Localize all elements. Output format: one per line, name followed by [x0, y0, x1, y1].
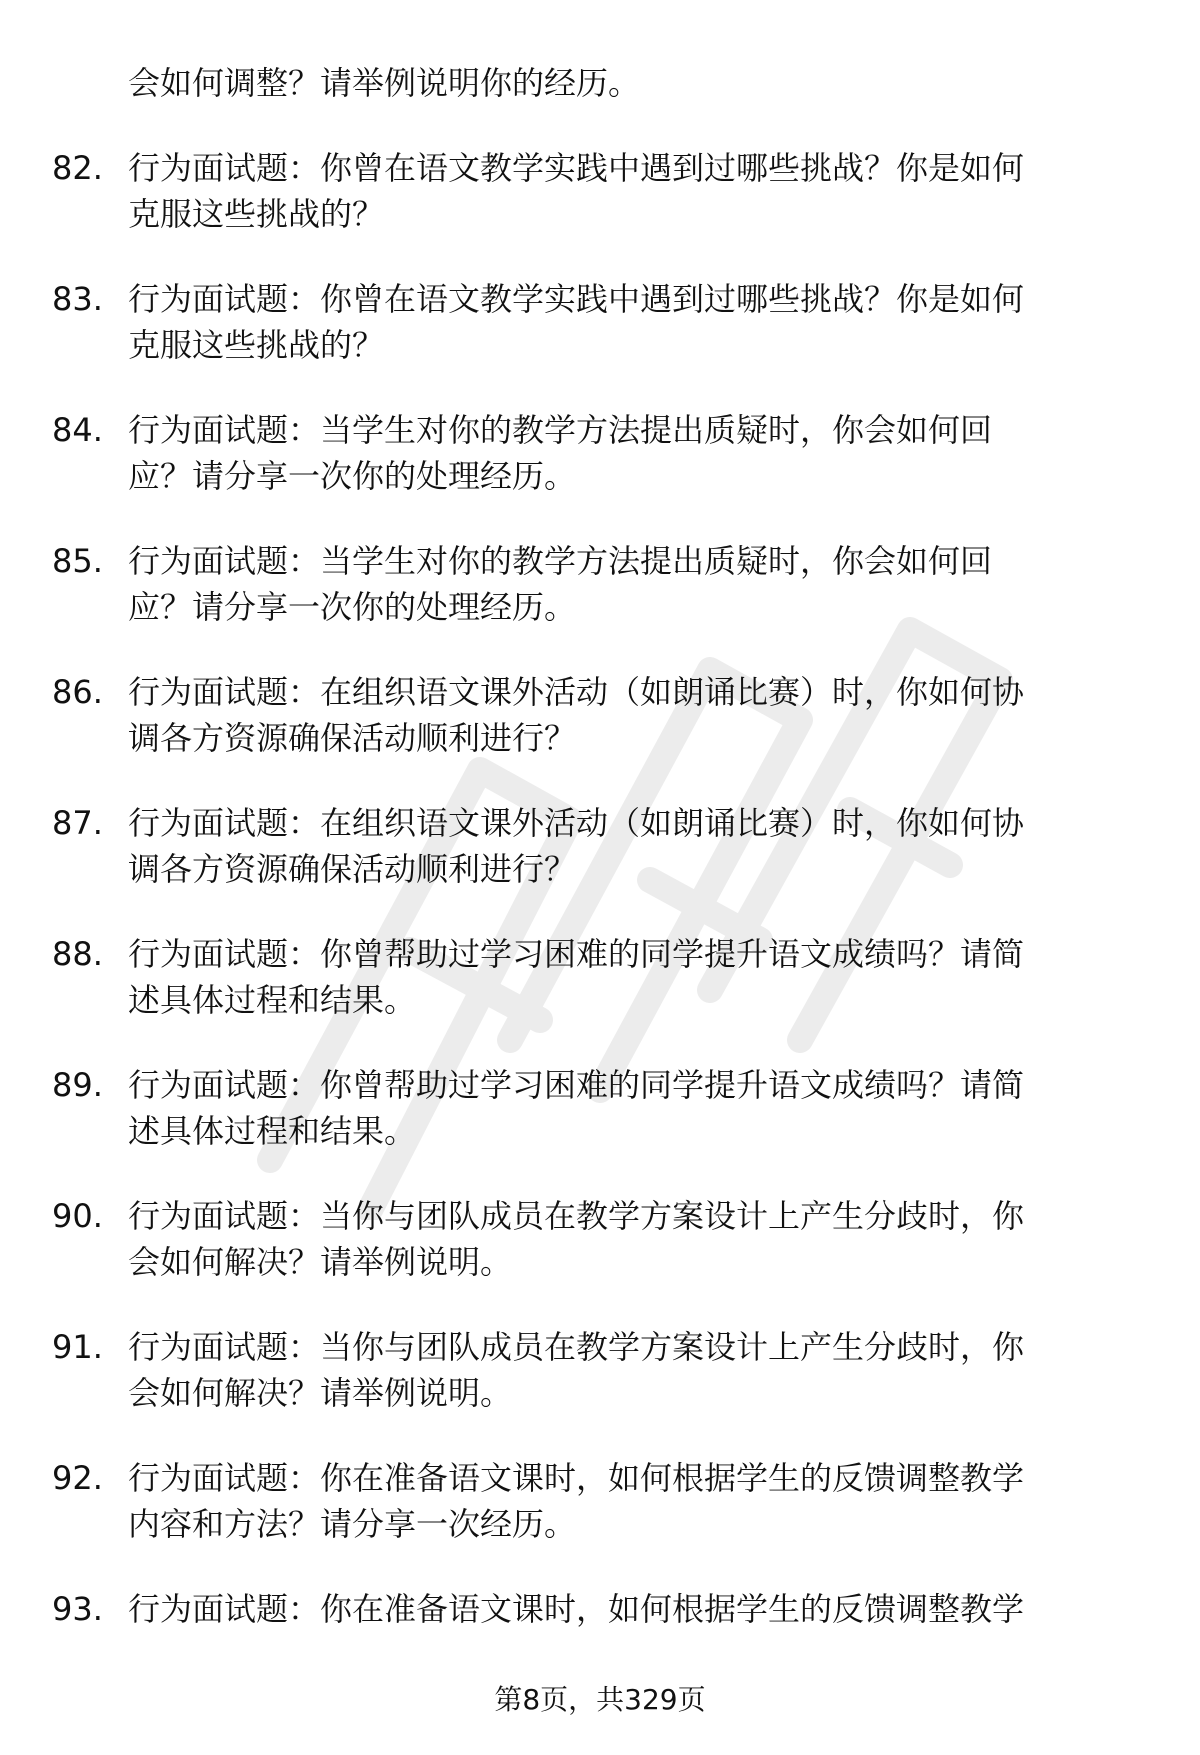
question-line: 行为面试题：你曾在语文教学实践中遇到过哪些挑战？你是如何 [128, 149, 1025, 187]
question-item [52, 407, 1152, 499]
question-number: 92. [52, 1459, 103, 1497]
question-number: 90. [52, 1197, 103, 1235]
question-line: 行为面试题：你曾在语文教学实践中遇到过哪些挑战？你是如何 [128, 280, 1025, 318]
question-item [52, 1586, 1152, 1632]
question-text [128, 1586, 1152, 1632]
question-line: 调各方资源确保活动顺利进行？ [128, 850, 577, 888]
question-line: 行为面试题：当学生对你的教学方法提出质疑时，你会如何回 [128, 411, 993, 449]
question-item [52, 1324, 1152, 1416]
question-number: 87. [52, 804, 103, 842]
question-text [128, 1062, 1152, 1154]
question-line: 内容和方法？请分享一次经历。 [128, 1505, 577, 1543]
question-line: 行为面试题：你曾帮助过学习困难的同学提升语文成绩吗？请简 [128, 935, 1025, 973]
question-line: 应？请分享一次你的处理经历。 [128, 457, 577, 495]
question-number: 84. [52, 411, 103, 449]
question-text [128, 145, 1152, 237]
question-number: 89. [52, 1066, 103, 1104]
question-line: 行为面试题：在组织语文课外活动（如朗诵比赛）时，你如何协 [128, 804, 1025, 842]
question-item [52, 145, 1152, 237]
question-number: 85. [52, 542, 103, 580]
question-list [52, 60, 1152, 1632]
question-text [128, 538, 1152, 630]
question-line: 行为面试题：当你与团队成员在教学方案设计上产生分歧时，你 [128, 1197, 1025, 1235]
question-number: 88. [52, 935, 103, 973]
continuation-text: 会如何调整？请举例说明你的经历。 [128, 64, 641, 102]
page-footer: 第8页，共329页 [494, 1683, 706, 1716]
question-item [52, 276, 1152, 368]
question-item [52, 931, 1152, 1023]
question-line: 行为面试题：你曾帮助过学习困难的同学提升语文成绩吗？请简 [128, 1066, 1025, 1104]
question-item [52, 1193, 1152, 1285]
question-item [52, 1455, 1152, 1547]
question-number: 93. [52, 1590, 103, 1628]
question-text [128, 800, 1152, 892]
question-line: 应？请分享一次你的处理经历。 [128, 588, 577, 626]
question-text [128, 276, 1152, 368]
question-line: 克服这些挑战的？ [128, 326, 385, 364]
question-line: 调各方资源确保活动顺利进行？ [128, 719, 577, 757]
question-number: 83. [52, 280, 103, 318]
question-line: 行为面试题：你在准备语文课时，如何根据学生的反馈调整教学 [128, 1459, 1025, 1497]
question-text [128, 1455, 1152, 1547]
question-text [128, 1193, 1152, 1285]
question-line: 行为面试题：当学生对你的教学方法提出质疑时，你会如何回 [128, 542, 993, 580]
question-text [128, 669, 1152, 761]
question-item [52, 800, 1152, 892]
question-line: 克服这些挑战的？ [128, 195, 385, 233]
question-item [52, 669, 1152, 761]
question-line: 行为面试题：在组织语文课外活动（如朗诵比赛）时，你如何协 [128, 673, 1025, 711]
question-number: 86. [52, 673, 103, 711]
question-line: 会如何解决？请举例说明。 [128, 1374, 513, 1412]
question-number: 91. [52, 1328, 103, 1366]
question-line: 述具体过程和结果。 [128, 981, 417, 1019]
question-text [128, 1324, 1152, 1416]
question-line: 会如何解决？请举例说明。 [128, 1243, 513, 1281]
question-text [128, 931, 1152, 1023]
question-line: 述具体过程和结果。 [128, 1112, 417, 1150]
question-line: 行为面试题：你在准备语文课时，如何根据学生的反馈调整教学 [128, 1590, 1025, 1628]
question-text [128, 407, 1152, 499]
question-line: 行为面试题：当你与团队成员在教学方案设计上产生分歧时，你 [128, 1328, 1025, 1366]
question-item [52, 1062, 1152, 1154]
question-item [52, 538, 1152, 630]
question-number: 82. [52, 149, 103, 187]
